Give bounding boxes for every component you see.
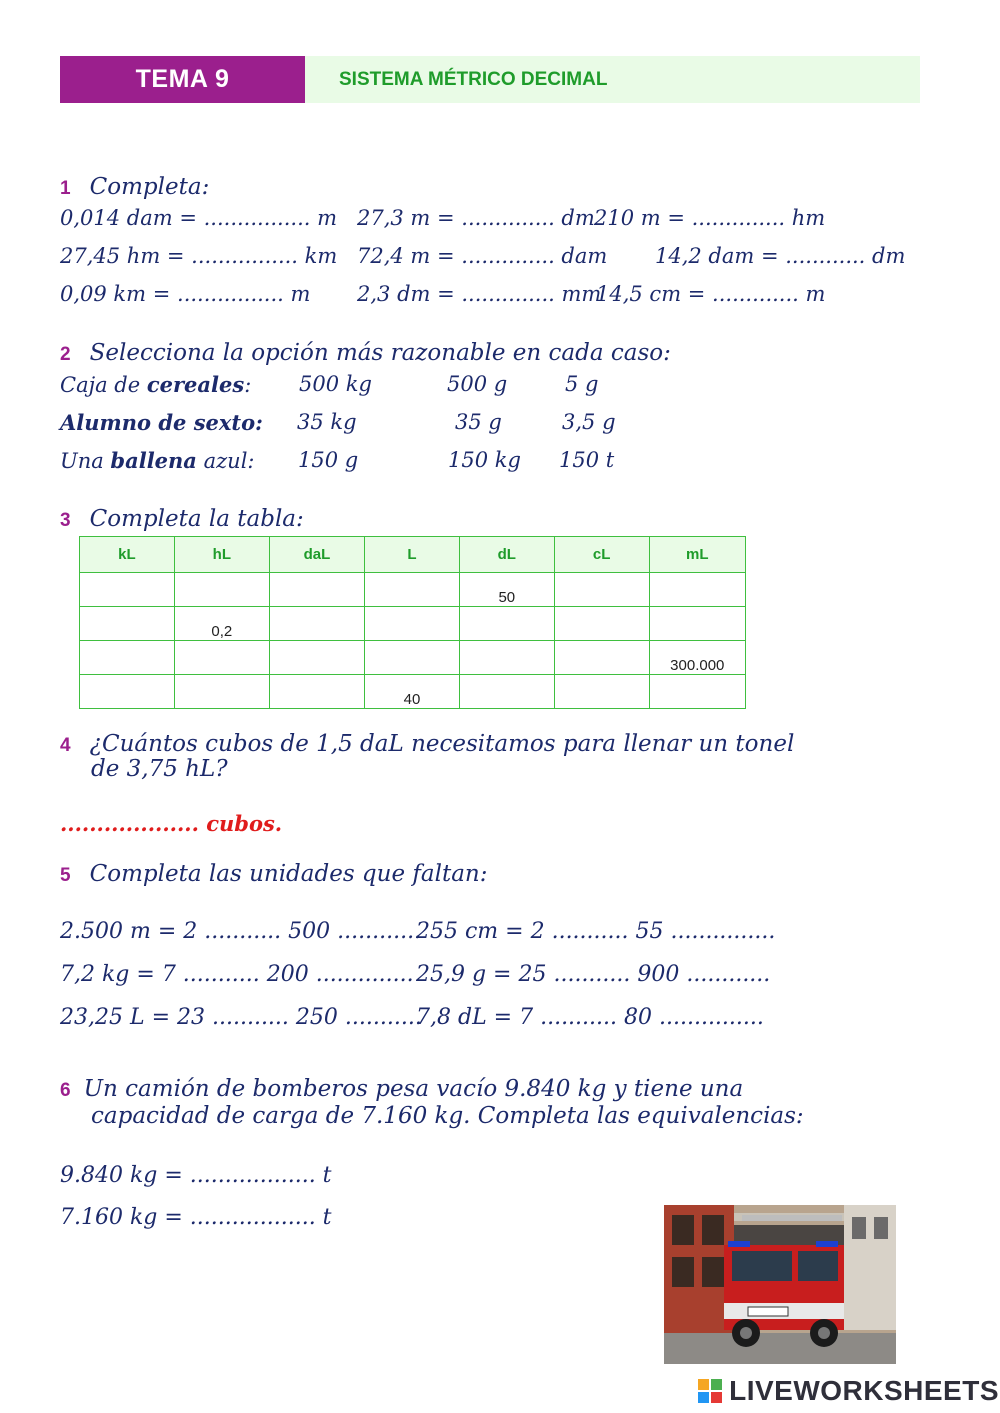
ex1-r3c1[interactable]: 0,09 km = ................ m: [60, 282, 311, 306]
table-cell[interactable]: [269, 607, 364, 641]
header-ml: mL: [649, 537, 745, 573]
ex1-r1c1[interactable]: 0,014 dam = ................ m: [60, 206, 338, 230]
exercise-4-heading: [60, 731, 794, 757]
ex6-row-1[interactable]: 9.840 kg = .................. t: [60, 1163, 332, 1188]
table-cell[interactable]: [554, 675, 649, 709]
tema-label: TEMA 9: [135, 65, 230, 93]
ex1-r3c3[interactable]: 14,5 cm = ............. m: [596, 282, 826, 306]
table-cell[interactable]: [80, 573, 175, 607]
exercise-3-number: 3: [60, 510, 71, 531]
exercise-6-heading: [60, 1076, 743, 1102]
table-cell[interactable]: [554, 573, 649, 607]
ex2-row-1-bold: cereales: [146, 372, 245, 397]
exercise-2-title: Selecciona la opción más razonable en cada caso:: [89, 340, 671, 366]
header-cl: cL: [554, 537, 649, 573]
ex2-row-3-option-2[interactable]: 150 kg: [448, 448, 521, 472]
header-dl: dL: [459, 537, 554, 573]
exercise-4-answer[interactable]: ................... cubos.: [60, 811, 283, 836]
exercise-3-title: Completa la tabla:: [89, 506, 304, 532]
table-cell[interactable]: [459, 607, 554, 641]
table-cell[interactable]: [554, 641, 649, 675]
table-cell: 40: [365, 675, 460, 709]
ex2-row-1-option-2[interactable]: 500 g: [447, 372, 508, 396]
ex5-r1c2[interactable]: 255 cm = 2 ........... 55 ...............: [416, 919, 776, 944]
ex1-r3c2[interactable]: 2,3 dm = .............. mm: [357, 282, 602, 306]
ex2-row-1-option-3[interactable]: 5 g: [565, 372, 599, 396]
table-header-row: [80, 537, 746, 573]
exercise-2-heading: [60, 340, 671, 366]
exercise-5-number: 5: [60, 865, 71, 886]
table-row: [80, 675, 746, 709]
ex5-r3c2[interactable]: 7,8 dL = 7 ........... 80 ...............: [416, 1005, 764, 1030]
table-cell[interactable]: [80, 675, 175, 709]
exercise-6-title-line-1: Un camión de bomberos pesa vacío 9.840 kg y tiene una: [83, 1076, 744, 1102]
fire-truck-illustration: [664, 1205, 896, 1364]
fire-truck-photo: [664, 1205, 896, 1364]
ex2-row-1-pre: Caja de: [60, 373, 147, 397]
ex2-row-3-option-1[interactable]: 150 g: [298, 448, 359, 472]
table-row: [80, 641, 746, 675]
title-banner: [305, 56, 920, 103]
exercise-1-heading: [60, 174, 209, 200]
table-row: [80, 573, 746, 607]
exercise-4-title-line-1: ¿Cuántos cubos de 1,5 daL necesitamos para llenar un tonel: [89, 731, 795, 757]
ex1-r1c2[interactable]: 27,3 m = .............. dm: [357, 206, 595, 230]
table-cell[interactable]: [649, 573, 745, 607]
logo-text: LIVEWORKSHEETS: [729, 1375, 1000, 1406]
table-cell[interactable]: [459, 641, 554, 675]
ex5-r1c1[interactable]: 2.500 m = 2 ........... 500 ............: [60, 919, 422, 944]
exercise-4-title-line-2: de 3,75 hL?: [91, 756, 228, 782]
exercise-1-title: Completa:: [89, 174, 210, 200]
ex5-r2c2[interactable]: 25,9 g = 25 ........... 900 ............: [416, 962, 771, 987]
table-cell[interactable]: [554, 607, 649, 641]
ex2-row-3-pre: Una: [60, 449, 111, 473]
ex2-row-2-option-3[interactable]: 3,5 g: [562, 410, 616, 434]
ex2-row-1-option-1[interactable]: 500 kg: [299, 372, 372, 396]
table-cell[interactable]: [365, 573, 460, 607]
exercise-5-title: Completa las unidades que faltan:: [89, 861, 488, 887]
exercise-3-heading: [60, 506, 304, 532]
table-cell[interactable]: [174, 675, 269, 709]
logo-icon: [698, 1379, 722, 1403]
ex2-row-2-label: [60, 410, 263, 435]
ex5-r2c1[interactable]: 7,2 kg = 7 ........... 200 ..............: [60, 962, 414, 987]
exercise-1-number: 1: [60, 178, 71, 199]
exercise-2-number: 2: [60, 344, 71, 365]
ex2-row-2-option-2[interactable]: 35 g: [455, 410, 502, 434]
table-cell[interactable]: [269, 641, 364, 675]
table-cell: 50: [459, 573, 554, 607]
ex2-row-1-label: [60, 372, 251, 397]
table-cell: 0,2: [174, 607, 269, 641]
header-dal: daL: [269, 537, 364, 573]
ex2-row-2-option-1[interactable]: 35 kg: [297, 410, 357, 434]
header-kl: kL: [80, 537, 175, 573]
table-cell[interactable]: [269, 573, 364, 607]
liveworksheets-logo: [698, 1375, 999, 1407]
table-cell[interactable]: [80, 607, 175, 641]
ex1-r1c3[interactable]: 210 m = .............. hm: [594, 206, 826, 230]
table-cell[interactable]: [649, 675, 745, 709]
ex5-r3c1[interactable]: 23,25 L = 23 ........... 250 ...........: [60, 1005, 422, 1030]
table-cell[interactable]: [80, 641, 175, 675]
exercise-5-heading: [60, 861, 488, 887]
table-cell[interactable]: [174, 641, 269, 675]
tema-banner: [60, 56, 305, 103]
table-cell[interactable]: [649, 607, 745, 641]
table-cell[interactable]: [365, 607, 460, 641]
ex2-row-1-post: :: [244, 373, 252, 397]
ex2-row-3-label: [60, 448, 254, 473]
ex2-row-3-post: azul:: [196, 449, 255, 473]
ex2-row-3-bold: ballena: [110, 448, 197, 473]
exercise-6-title-line-2: capacidad de carga de 7.160 kg. Completa las equivalencias:: [91, 1103, 804, 1129]
ex1-r2c3[interactable]: 14,2 dam = ............ dm: [655, 244, 906, 268]
table-cell[interactable]: [174, 573, 269, 607]
page-title: SISTEMA MÉTRICO DECIMAL: [339, 69, 608, 90]
header-hl: hL: [174, 537, 269, 573]
capacity-table: [79, 536, 746, 709]
table-cell[interactable]: [269, 675, 364, 709]
exercise-6-number: 6: [60, 1080, 71, 1101]
ex6-row-2[interactable]: 7.160 kg = .................. t: [60, 1205, 332, 1230]
ex2-row-2-bold: Alumno de sexto:: [60, 410, 263, 435]
exercise-4-number: 4: [60, 735, 71, 756]
table-cell[interactable]: [365, 641, 460, 675]
table-cell[interactable]: [459, 675, 554, 709]
ex1-r2c2[interactable]: 72,4 m = .............. dam: [357, 244, 608, 268]
ex2-row-3-option-3[interactable]: 150 t: [559, 448, 615, 472]
table-cell: 300.000: [649, 641, 745, 675]
ex1-r2c1[interactable]: 27,45 hm = ................ km: [60, 244, 338, 268]
header-l: L: [365, 537, 460, 573]
table-row: [80, 607, 746, 641]
